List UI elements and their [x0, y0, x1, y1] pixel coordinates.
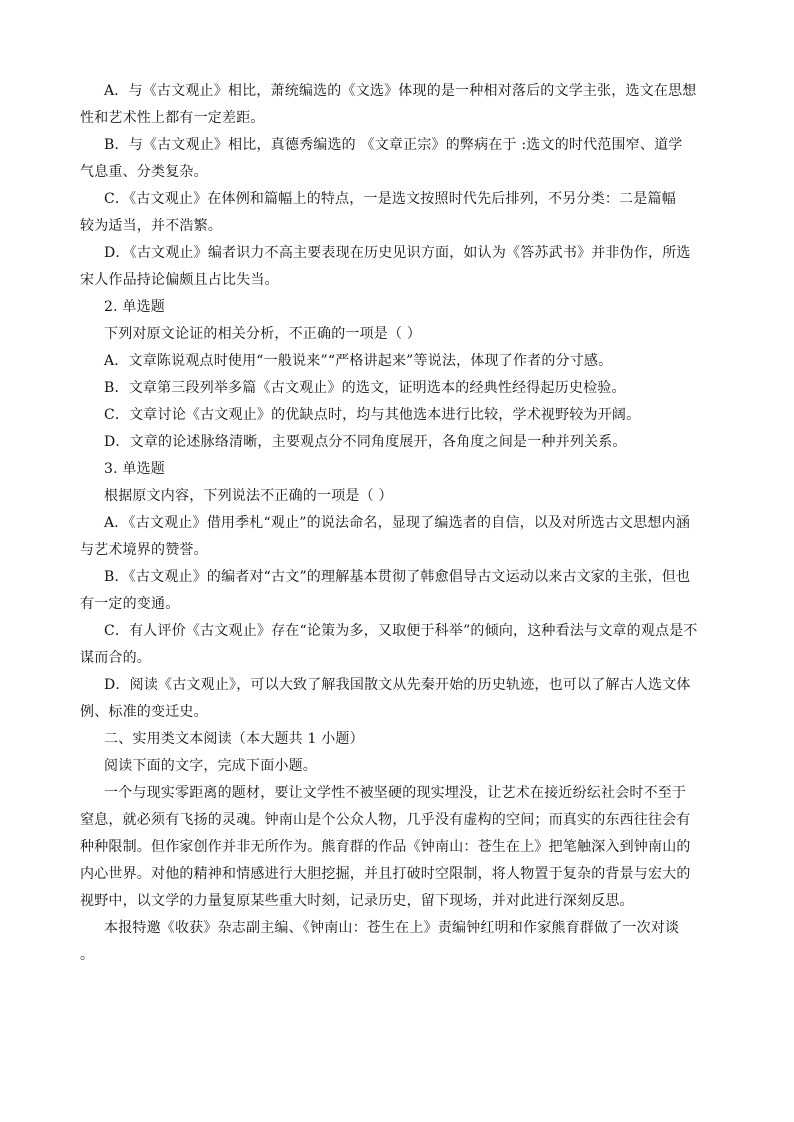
text-line: A．《古文观止》借用季札“观止”的说法命名，显现了编选者的自信，以及对所选古文思想内涵	[104, 515, 691, 531]
text-line: 例、标准的变迁史。	[80, 704, 208, 720]
text-line: 本报特邀《收获》杂志副主编、《钟南山：苍生在上》责编钟红明和作家熊育群做了一次对谈	[104, 920, 680, 936]
text-line: 与艺术境界的赞誉。	[80, 542, 208, 558]
text-line: 。	[80, 947, 95, 963]
text-line: C．有人评价《古文观止》存在“论策为多，又取便于科举”的倾向，这种看法与文章的观点是不	[104, 623, 698, 639]
text-line: B．文章第三段列举多篇《古文观止》的选文，证明选本的经典性经得起历史检验。	[104, 380, 626, 396]
document-body	[80, 78, 716, 969]
text-line: 宋人作品持论偏颇且占比失当。	[80, 272, 279, 288]
text-line: 有一定的变通。	[80, 596, 180, 612]
text-line: D．《古文观止》编者识力不高主要表现在历史见识方面，如认为《答苏武书》并非伪作，所选	[104, 245, 691, 261]
text-line: 内心世界。对他的精神和情感进行大胆挖掘，并且打破时空限制，将人物置于复杂的背景与宏大的	[80, 866, 691, 882]
text-line: 谋而合的。	[80, 650, 151, 666]
text-line: B．与《古文观止》相比，真德秀编选的 《文章正宗》的弊病在于 :选文的时代范围窄、道学	[104, 137, 683, 153]
text-line: 性和艺术性上都有一定差距。	[80, 110, 265, 126]
text-line: 下列对原文论证的相关分析，不正确的一项是（ ）	[104, 326, 422, 342]
text-line: C．《古文观止》在体例和篇幅上的特点，一是选文按照时代先后排列，不另分类：二是篇幅	[104, 191, 676, 207]
text-line: 气息重、分类复杂。	[80, 164, 208, 180]
text-line: 种种限制。但作家创作并非无所作为。熊育群的作品《钟南山：苍生在上》把笔触深入到钟南山的	[80, 839, 691, 855]
text-line: 较为适当，并不浩繁。	[80, 218, 222, 234]
text-line: D．阅读《古文观止》，可以大致了解我国散文从先秦开始的历史轨迹，也可以了解古人选文体	[104, 677, 691, 693]
text-line: 阅读下面的文字，完成下面小题。	[104, 758, 317, 774]
text-line: B．《古文观止》的编者对“古文”的理解基本贯彻了韩愈倡导古文运动以来古文家的主张，但也	[104, 569, 691, 585]
text-line: 窒息，就必须有飞扬的灵魂。钟南山是个公众人物，几乎没有虚构的空间；而真实的东西往往会有	[80, 812, 691, 828]
text-line: A．文章陈说观点时使用“一般说来”“严格讲起来”等说法，体现了作者的分寸感。	[104, 353, 613, 369]
text-line: 一个与现实零距离的题材，要让文学性不被坚硬的现实埋没，让艺术在接近纷纭社会时不至于	[104, 785, 687, 801]
text-line: C．文章讨论《古文观止》的优缺点时，均与其他选本进行比较，学术视野较为开阔。	[104, 407, 641, 423]
text-line: A．与《古文观止》相比，萧统编选的《文选》体现的是一种相对落后的文学主张，选文在思想	[104, 83, 697, 99]
text-line: 根据原文内容，下列说法不正确的一项是（ ）	[104, 488, 393, 504]
text-line: 二、实用类文本阅读（本大题共 1 小题）	[104, 731, 364, 747]
text-line: 2. 单选题	[104, 299, 166, 315]
text-line: D．文章的论述脉络清晰，主要观点分不同角度展开，各角度之间是一种并列关系。	[104, 434, 627, 450]
text-line: 3. 单选题	[104, 461, 166, 477]
text-line: 视野中，以文学的力量复原某些重大时刻，记录历史，留下现场，并对此进行深刻反思。	[80, 893, 634, 909]
